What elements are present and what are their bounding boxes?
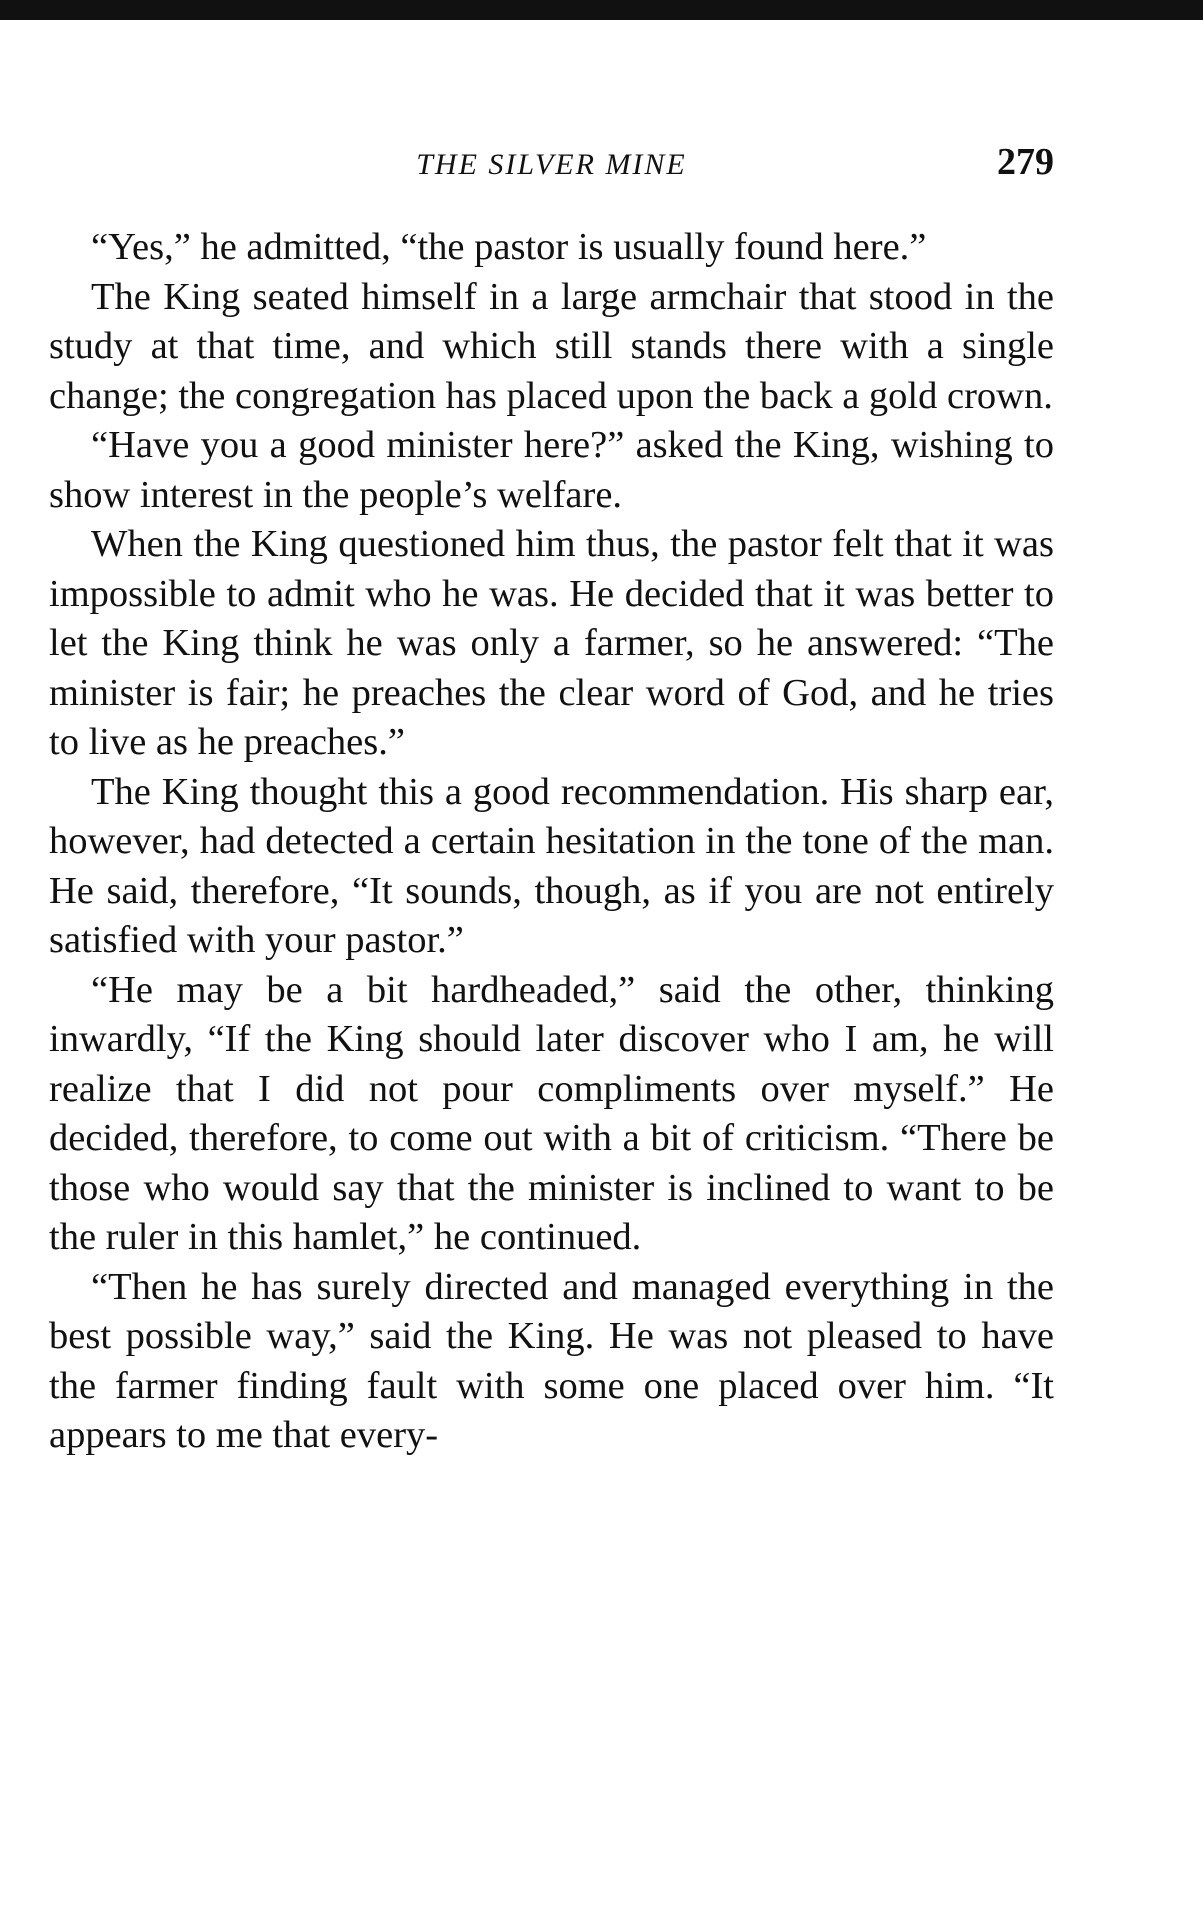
top-border-rule bbox=[0, 0, 1203, 20]
paragraph-1: “Yes,” he admitted, “the pastor is usually found here.” bbox=[91, 226, 927, 268]
paragraph-2: The King seated himself in a large armchair that stood in the study at that time, and which still stands there with a single change; the congregation has placed upon the back a gold crown. bbox=[49, 275, 1054, 417]
paragraph-7: “Then he has surely directed and managed everything in the best possible way,” said the King. He was not pleased to have the farmer finding fault with some one placed over him. “It appears to me that every- bbox=[49, 1265, 1054, 1456]
page-number: 279 bbox=[997, 141, 1054, 183]
paragraph-3: “Have you a good minister here?” asked the King, wishing to show interest in the people’s welfare. bbox=[49, 424, 1054, 516]
paragraph-4: When the King questioned him thus, the pastor felt that it was impossible to admit who he was. He decided that it was better to let the King think he was only a farmer, so he answered: “The minister is fair; he preaches the clear word of God, and he tries to live as he preaches.” bbox=[49, 523, 1054, 763]
paragraph-6: “He may be a bit hardheaded,” said the other, thinking inwardly, “If the King should later discover who I am, he will realize that I did not pour compliments over myself.” He decided, therefore, to come out with a bit of criticism. “There be those who would say that the minister is inclined to want to be the ruler in this hamlet,” he continued. bbox=[49, 968, 1054, 1258]
body-text bbox=[49, 223, 1054, 1461]
paragraph-5: The King thought this a good recommendation. His sharp ear, however, had detected a certain hesitation in the tone of the man. He said, therefore, “It sounds, though, as if you are not entirely satisfied with your pastor.” bbox=[49, 770, 1054, 961]
running-title: THE SILVER MINE bbox=[416, 148, 687, 181]
running-header bbox=[49, 140, 1054, 190]
